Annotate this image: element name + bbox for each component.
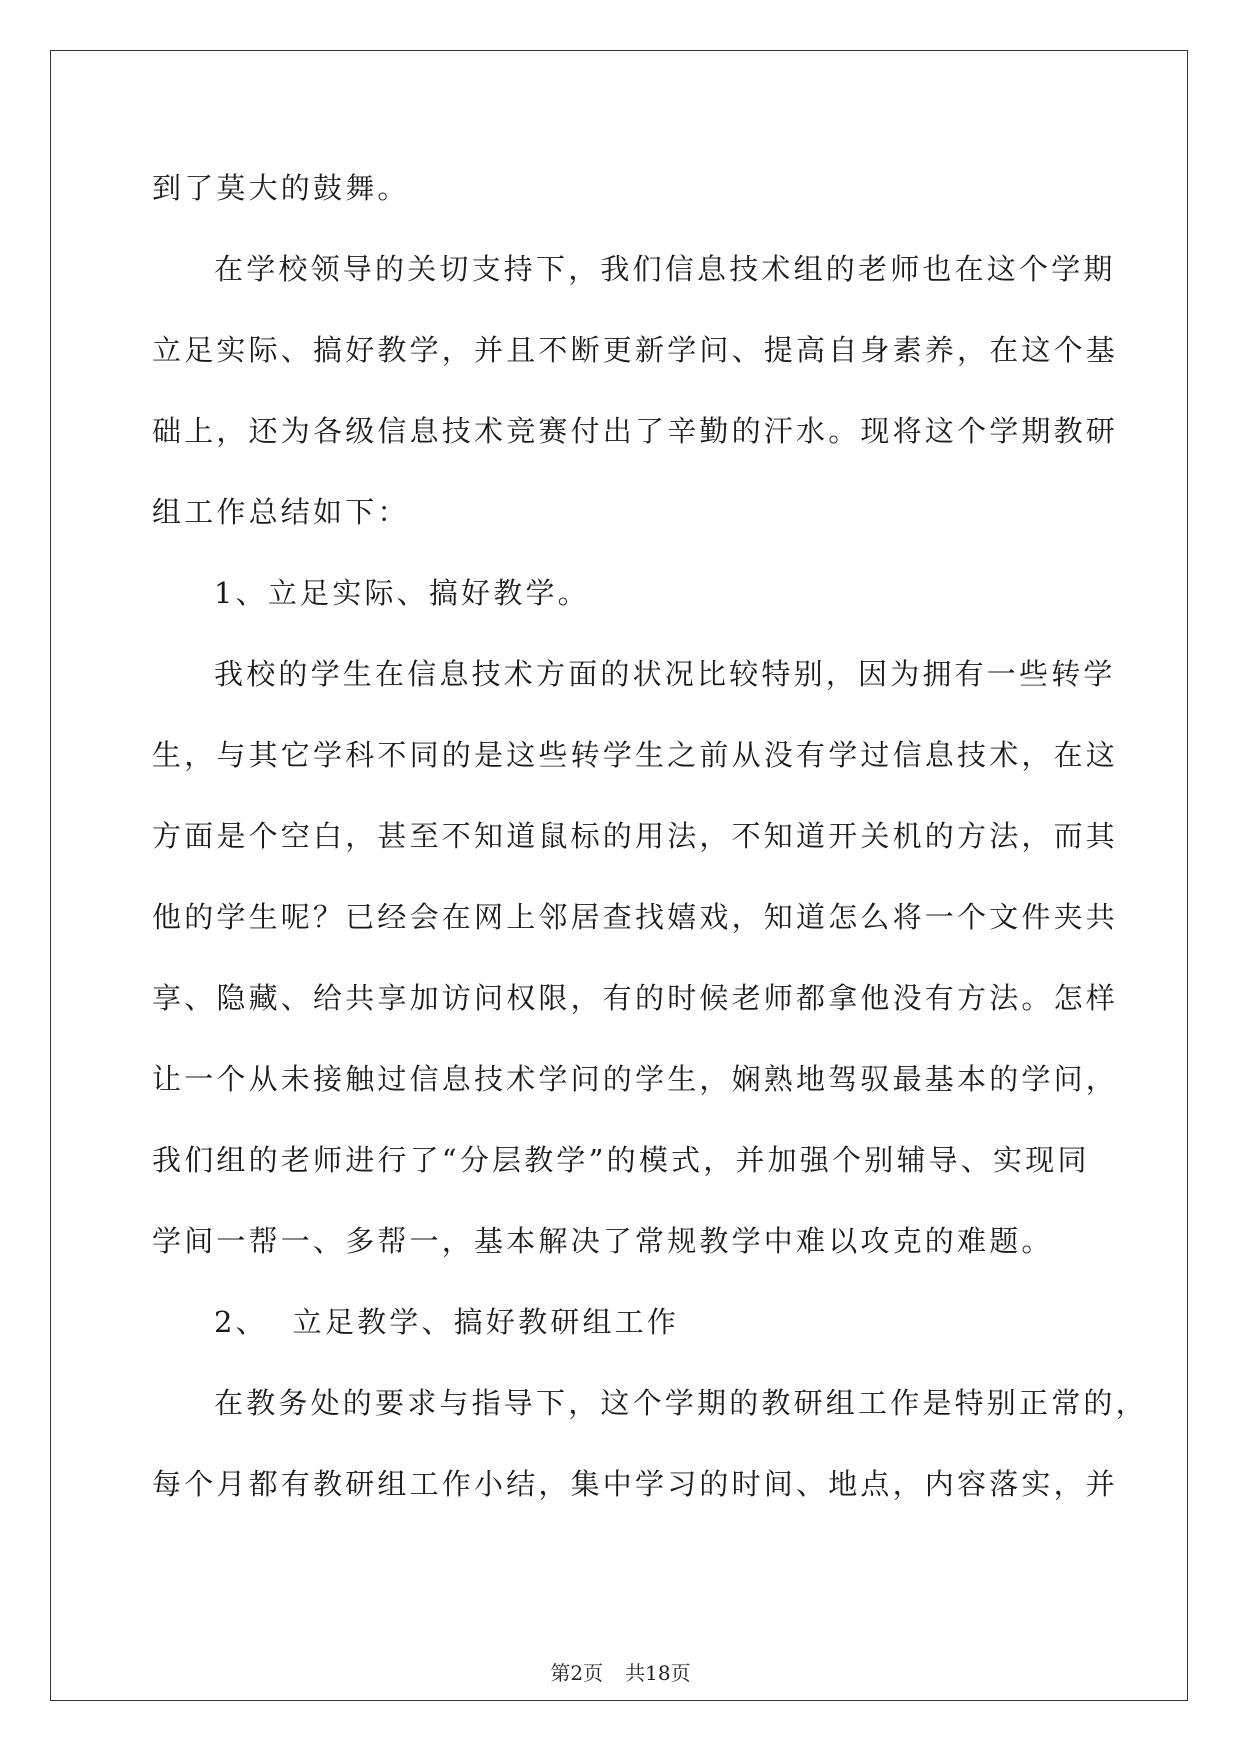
section-heading: 2、 立足教学、搞好教研组工作 bbox=[214, 1305, 680, 1339]
paragraph-line: 我校的学生在信息技术方面的状况比较特别，因为拥有一些转学 bbox=[214, 657, 1116, 691]
section-heading: 1、立足实际、搞好教学。 bbox=[214, 576, 590, 610]
paragraph-line: 每个月都有教研组工作小结，集中学习的时间、地点，内容落实，并 bbox=[152, 1467, 1119, 1501]
total-pages: 共18页 bbox=[625, 1661, 691, 1685]
paragraph-line: 在教务处的要求与指导下，这个学期的教研组工作是特别正常的， bbox=[214, 1386, 1148, 1420]
page-number: 第2页 bbox=[550, 1661, 604, 1685]
paragraph-line: 生，与其它学科不同的是这些转学生之前从没有学过信息技术，在这 bbox=[152, 738, 1119, 772]
paragraph-line: 方面是个空白，甚至不知道鼠标的用法，不知道开关机的方法，而其 bbox=[152, 819, 1119, 853]
paragraph-line: 他的学生呢？已经会在网上邻居查找嬉戏，知道怎么将一个文件夹共 bbox=[152, 900, 1119, 934]
paragraph-line: 在学校领导的关切支持下，我们信息技术组的老师也在这个学期 bbox=[214, 252, 1116, 286]
paragraph-line: 我们组的老师进行了“分层教学”的模式，并加强个别辅导、实现同 bbox=[152, 1143, 1090, 1177]
paragraph-line: 让一个从未接触过信息技术学问的学生，娴熟地驾驭最基本的学问， bbox=[152, 1062, 1119, 1096]
paragraph-line: 组工作总结如下： bbox=[152, 495, 410, 529]
paragraph-line: 到了莫大的鼓舞。 bbox=[152, 171, 410, 205]
document-body bbox=[152, 148, 1148, 1525]
paragraph-line: 立足实际、搞好教学，并且不断更新学问、提高自身素养，在这个基 bbox=[152, 333, 1119, 367]
paragraph-line: 础上，还为各级信息技术竞赛付出了辛勤的汗水。现将这个学期教研 bbox=[152, 414, 1119, 448]
paragraph-line: 享、隐藏、给共享加访问权限，有的时候老师都拿他没有方法。怎样 bbox=[152, 981, 1119, 1015]
paragraph-line: 学间一帮一、多帮一，基本解决了常规教学中难以攻克的难题。 bbox=[152, 1224, 1054, 1258]
page-footer bbox=[0, 1658, 1241, 1688]
